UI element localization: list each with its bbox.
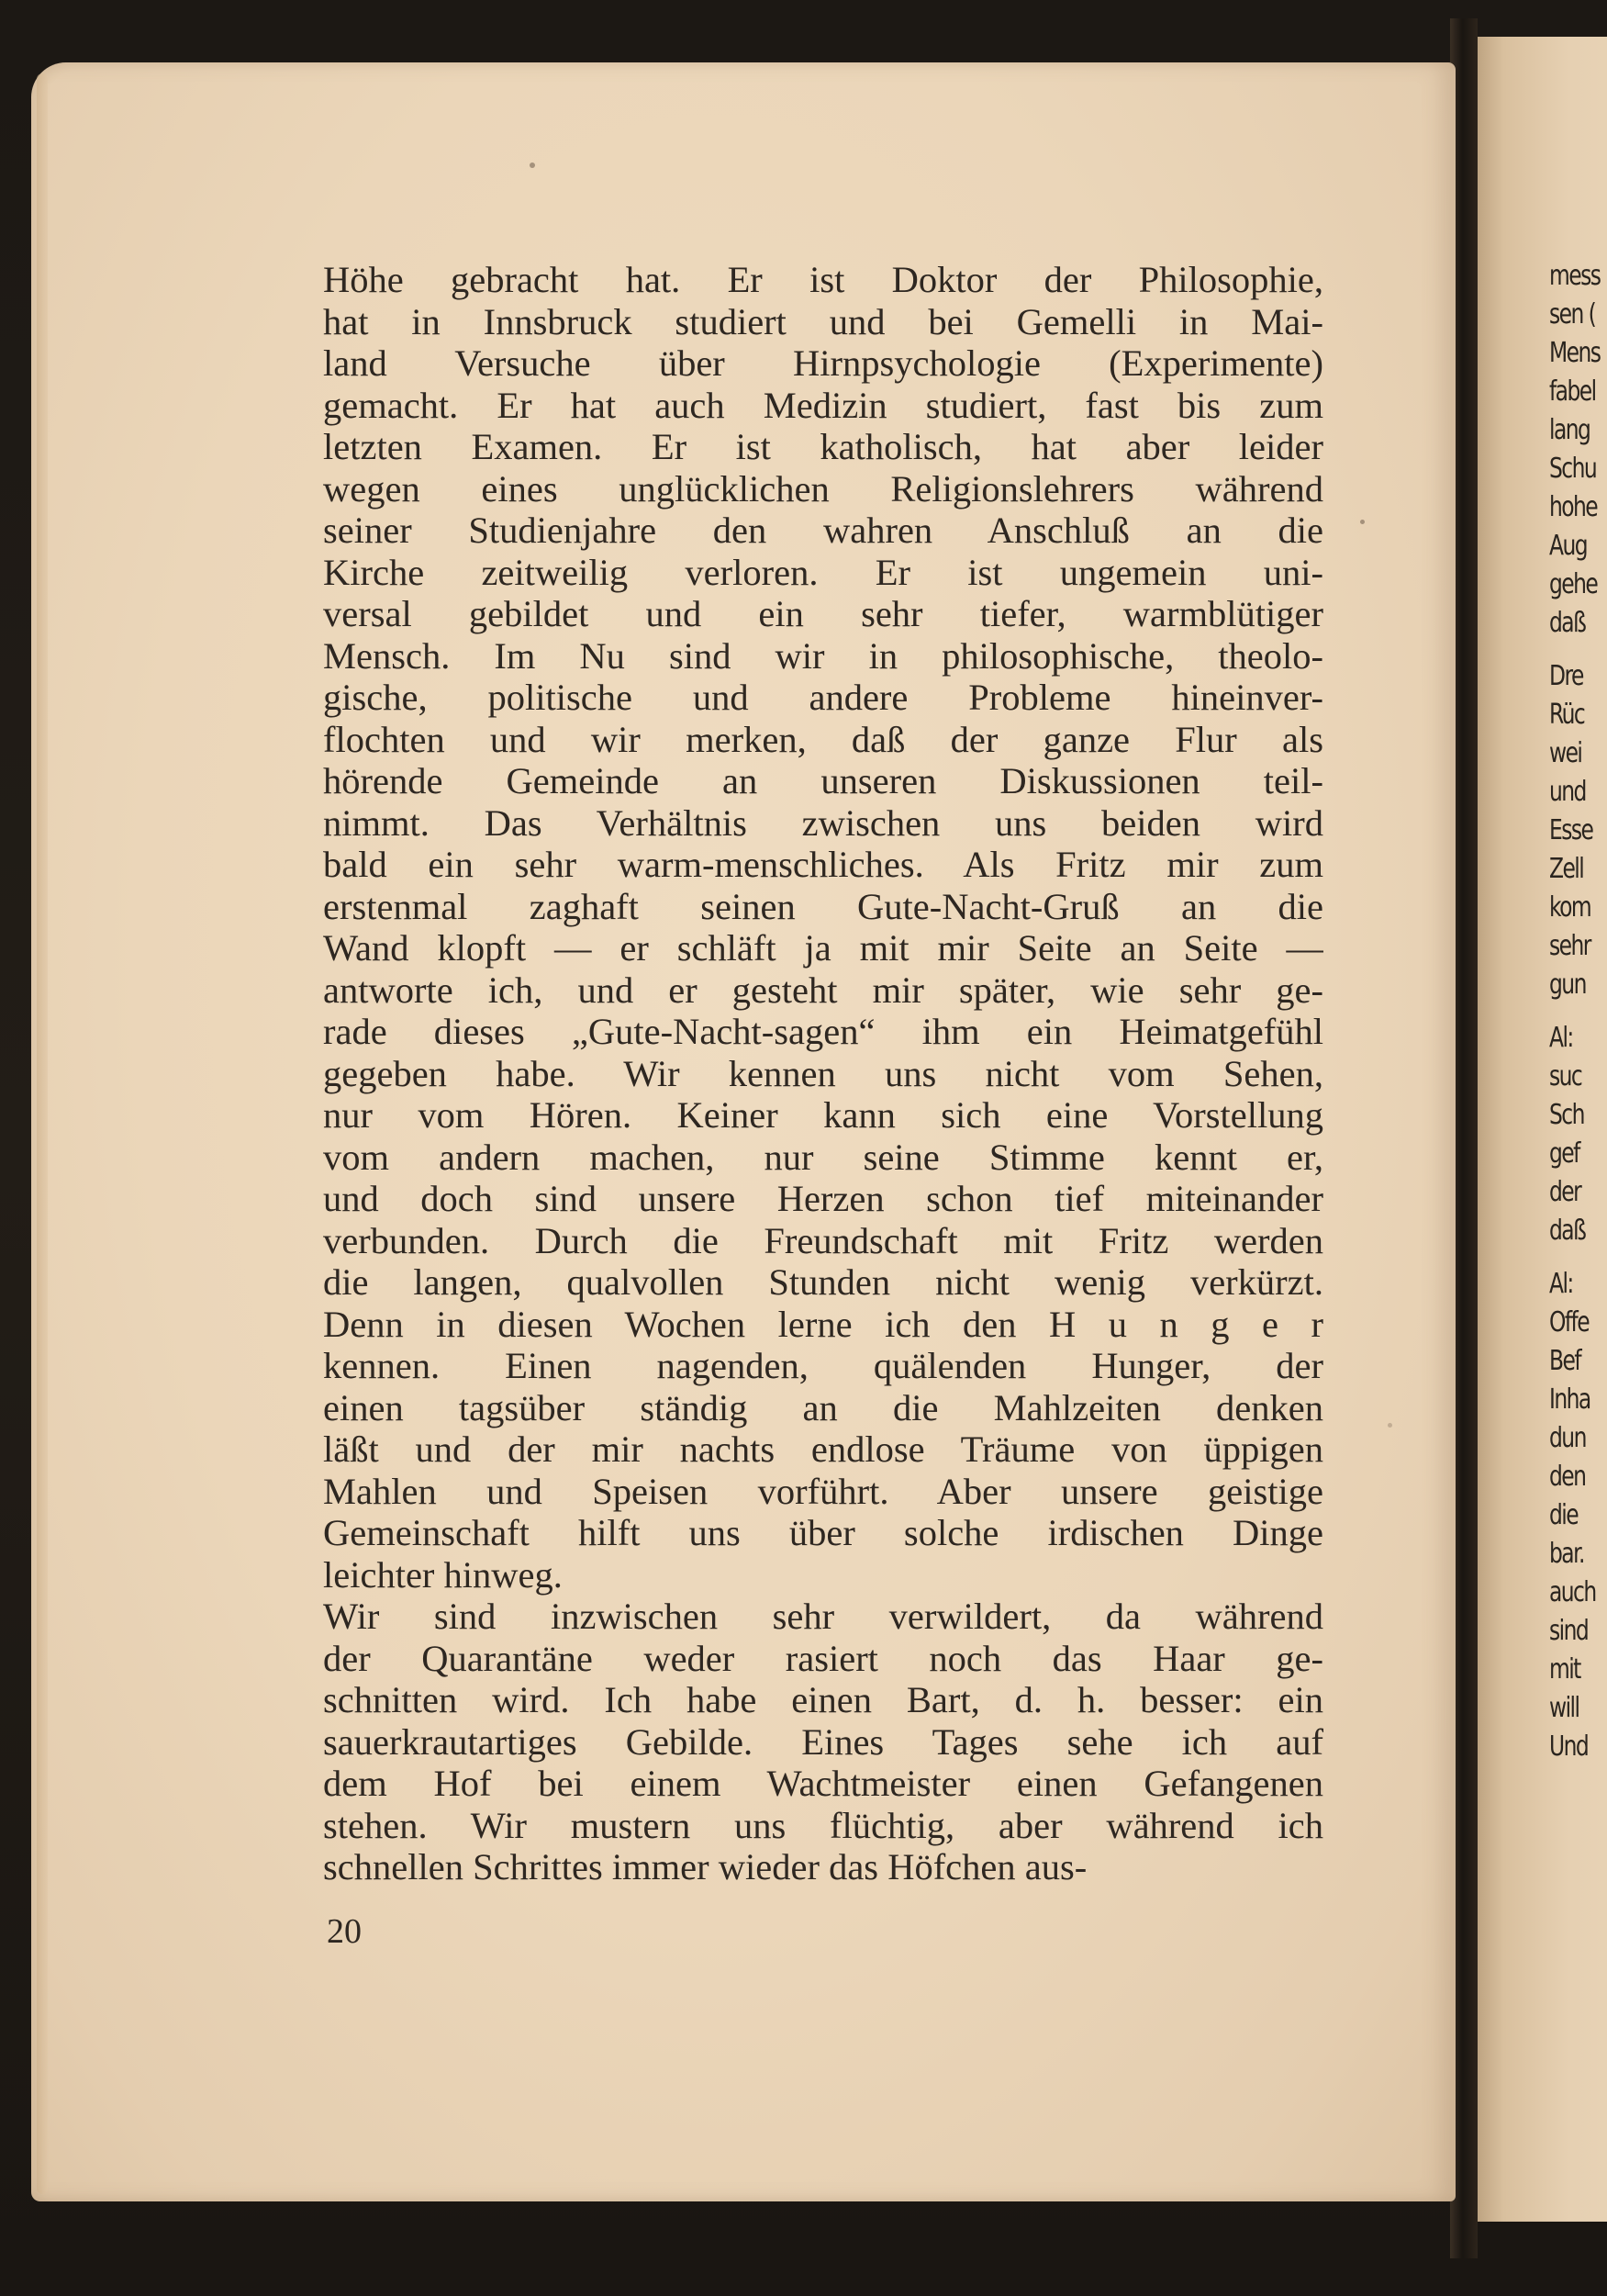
text-line: und doch sind unsere Herzen schon tief miteinander — [323, 1178, 1323, 1219]
right-page-fragment: Al: — [1549, 1022, 1573, 1054]
text-line: gische, politische und andere Probleme hineinver- — [323, 677, 1323, 718]
text-line: gemacht. Er hat auch Medizin studiert, fast bis zum — [323, 384, 1323, 426]
text-line: wegen eines unglücklichen Religionslehrers während — [323, 467, 1323, 510]
text-line: Wand klopft — er schläft ja mit mir Seite an Seite — — [323, 927, 1323, 969]
page-number: 20 — [327, 1912, 362, 1951]
right-page-fragment: Aug — [1549, 530, 1588, 562]
text-line: einen tagsüber ständig an die Mahlzeiten denken — [323, 1386, 1323, 1428]
right-page-fragment: will — [1549, 1692, 1579, 1724]
right-page-fragment: suc — [1549, 1060, 1582, 1092]
text-line: leichter hinweg. — [323, 1553, 563, 1596]
text-line: versal gebildet und ein sehr tiefer, warmblütiger — [323, 593, 1323, 634]
right-page-fragment: sehr — [1549, 930, 1590, 962]
right-page-fragment: Al: — [1549, 1268, 1573, 1300]
text-line: die langen, qualvollen Stunden nicht wenig verkürzt. — [323, 1261, 1323, 1303]
right-page-fragment: gef — [1549, 1137, 1579, 1170]
right-page-fragment: Schu — [1549, 453, 1597, 485]
text-line: vom andern machen, nur seine Stimme kennt er, — [323, 1136, 1323, 1178]
right-page-fragment: fabel — [1549, 375, 1596, 408]
right-page-fragment: Sch — [1549, 1099, 1584, 1131]
right-page-fragment: daß — [1549, 607, 1586, 639]
right-page-fragment: daß — [1549, 1215, 1586, 1247]
text-line: Mensch. Im Nu sind wir in philosophische, theolo- — [323, 634, 1323, 677]
right-page-fragment: Mens — [1549, 337, 1601, 369]
right-page-fragment: dun — [1549, 1422, 1586, 1454]
right-page-fragment: sind — [1549, 1615, 1589, 1647]
text-line: antworte ich, und er gesteht mir später, wie sehr ge- — [323, 969, 1323, 1011]
left-page-body-text — [323, 259, 1323, 1888]
text-line: verbunden. Durch die Freundschaft mit Fritz werden — [323, 1219, 1323, 1261]
text-line: Gemeinschaft hilft uns über solche irdischen Dinge — [323, 1512, 1323, 1553]
paper-speck — [1360, 520, 1365, 524]
text-line: flochten und wir merken, daß der ganze Flur als — [323, 718, 1323, 760]
right-page-fragment: auch — [1549, 1576, 1596, 1608]
text-line: schnitten wird. Ich habe einen Bart, d. h. besser: ein — [323, 1679, 1323, 1720]
text-line: erstenmal zaghaft seinen Gute-Nacht-Gruß an die — [323, 885, 1323, 927]
right-page-fragment: kom — [1549, 891, 1591, 924]
right-page-fragment: den — [1549, 1461, 1586, 1493]
right-page-fragment: der — [1549, 1176, 1581, 1208]
right-page-fragment: hohe — [1549, 491, 1598, 523]
text-line: rade dieses „Gute-Nacht-sagen“ ihm ein Heimatgefühl — [323, 1011, 1323, 1052]
text-line: Wir sind inzwischen sehr verwildert, da während — [323, 1596, 1323, 1637]
right-page-fragment: mit — [1549, 1653, 1580, 1686]
text-line: nimmt. Das Verhältnis zwischen uns beiden wird — [323, 801, 1323, 844]
text-line: Kirche zeitweilig verloren. Er ist ungemein uni- — [323, 551, 1323, 593]
right-page-fragment: und — [1549, 776, 1586, 808]
right-page-fragment: die — [1549, 1499, 1579, 1531]
text-line: gegeben habe. Wir kennen uns nicht vom Sehen, — [323, 1052, 1323, 1094]
text-line: dem Hof bei einem Wachtmeister einen Gefangenen — [323, 1763, 1323, 1804]
right-page-fragment: lang — [1549, 414, 1590, 446]
text-line: hörende Gemeinde an unseren Diskussionen teil- — [323, 760, 1323, 801]
right-page-fragment: gehe — [1549, 568, 1598, 600]
text-line: läßt und der mir nachts endlose Träume von üppigen — [323, 1428, 1323, 1470]
right-page-fragment: wei — [1549, 737, 1582, 769]
text-line: letzten Examen. Er ist katholisch, hat aber leider — [323, 426, 1323, 467]
left-page-edge — [37, 73, 48, 2194]
right-page-fragment: gun — [1549, 969, 1586, 1001]
right-page-fragment: mess — [1549, 260, 1601, 292]
text-line: der Quarantäne weder rasiert noch das Haar ge- — [323, 1637, 1323, 1679]
text-line: seiner Studienjahre den wahren Anschluß an die — [323, 510, 1323, 551]
text-line: Höhe gebracht hat. Er ist Doktor der Philosophie, — [323, 259, 1323, 300]
text-line: kennen. Einen nagenden, quälenden Hunger, der — [323, 1345, 1323, 1386]
right-page-fragment: Inha — [1549, 1383, 1590, 1416]
text-line: hat in Innsbruck studiert und bei Gemelli in Mai- — [323, 300, 1323, 342]
right-page-fragment: Und — [1549, 1730, 1589, 1763]
right-page-cut-off-text — [1549, 257, 1600, 1766]
right-page-fragment: Rüc — [1549, 699, 1585, 731]
right-page-fragment: Bef — [1549, 1345, 1581, 1377]
right-page-fragment: sen ( — [1549, 298, 1596, 330]
text-line: nur vom Hören. Keiner kann sich eine Vorstellung — [323, 1094, 1323, 1136]
text-line: Mahlen und Speisen vorführt. Aber unsere geistige — [323, 1470, 1323, 1512]
right-page-fragment: Zell — [1549, 853, 1584, 885]
text-line: sauerkrautartiges Gebilde. Eines Tages sehe ich auf — [323, 1720, 1323, 1763]
right-page-fragment: Dre — [1549, 660, 1583, 692]
text-line: stehen. Wir mustern uns flüchtig, aber während ich — [323, 1804, 1323, 1846]
right-page-fragment: Offe — [1549, 1306, 1590, 1338]
text-line: bald ein sehr warm-menschliches. Als Fritz mir zum — [323, 844, 1323, 885]
right-page-fragment: Esse — [1549, 814, 1593, 846]
text-line: land Versuche über Hirnpsychologie (Experimente) — [323, 342, 1323, 384]
paper-speck — [530, 162, 535, 168]
paper-speck — [1388, 1423, 1392, 1428]
text-line: Denn in diesen Wochen lerne ich den H u n g e r — [323, 1303, 1323, 1345]
text-line: schnellen Schrittes immer wieder das Höfchen aus- — [323, 1846, 1088, 1887]
right-page-fragment: bar. — [1549, 1538, 1584, 1570]
